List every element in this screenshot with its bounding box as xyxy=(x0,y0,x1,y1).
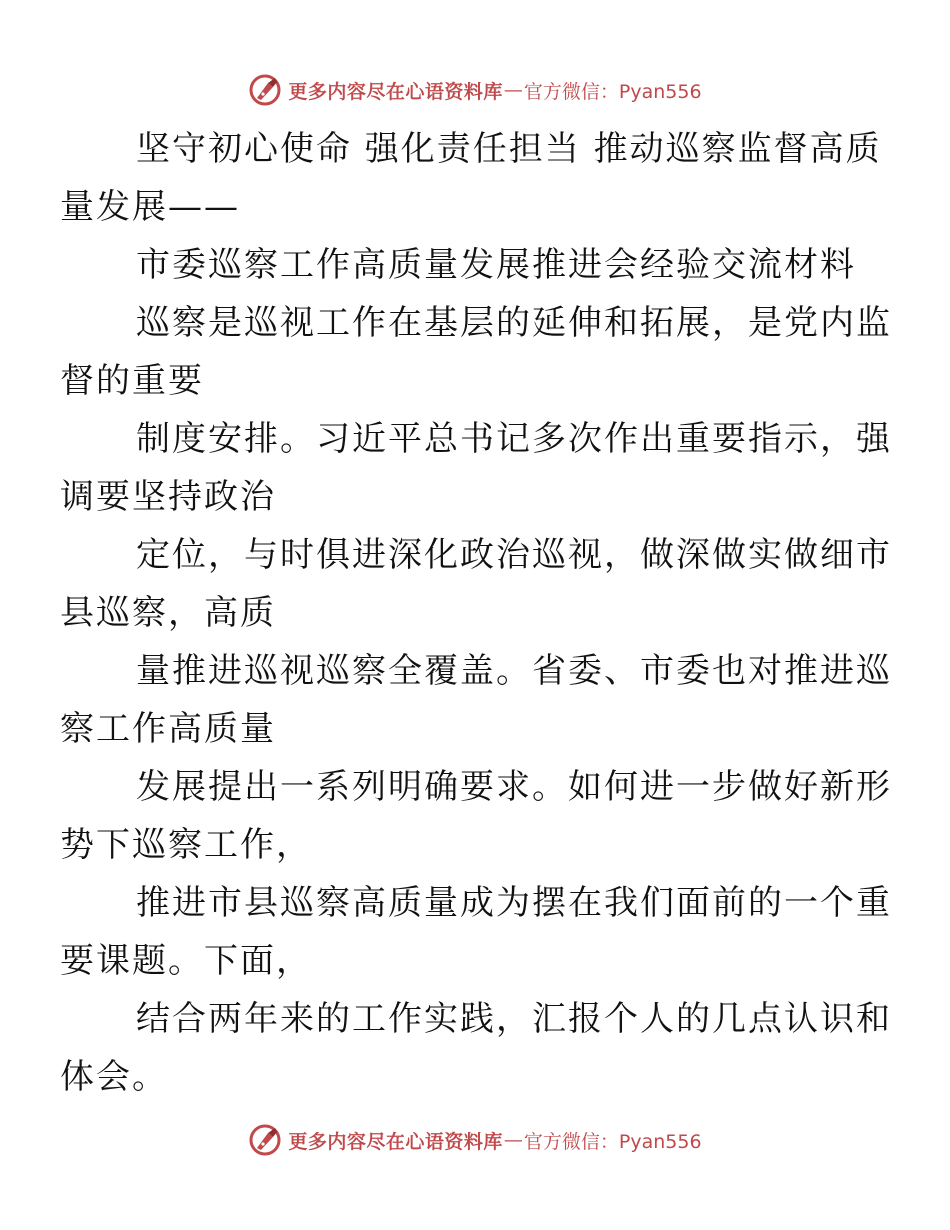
paragraph-line: 制度安排。习近平总书记多次作出重要指示，强 xyxy=(136,419,892,459)
paragraph-line: 量推进巡视巡察全覆盖。省委、市委也对推进巡 xyxy=(136,651,892,691)
body-paragraph xyxy=(60,410,892,526)
title-line-2: 量发展—— xyxy=(60,187,240,227)
body-paragraph xyxy=(60,758,892,874)
banner-wechat-text: 官方微信：Pyan556 xyxy=(523,1130,702,1153)
banner-wechat-text: 官方微信：Pyan556 xyxy=(523,80,702,103)
paragraph-line: 定位，与时俱进深化政治巡视，做深做实做细市 xyxy=(136,535,892,575)
paragraph-line: 发展提出一系列明确要求。如何进一步做好新形 xyxy=(136,767,892,807)
paragraph-line-wrap: 势下巡察工作， xyxy=(60,825,312,865)
body-paragraph xyxy=(60,874,892,990)
paragraph-line-wrap: 察工作高质量 xyxy=(60,709,276,749)
body-paragraph xyxy=(60,642,892,758)
body-paragraph xyxy=(60,526,892,642)
header-banner xyxy=(0,70,950,110)
paragraph-line: 推进市县巡察高质量成为摆在我们面前的一个重 xyxy=(136,883,892,923)
paragraph-line-wrap: 督的重要 xyxy=(60,361,204,401)
title-line-1: 坚守初心使命 强化责任担当 推动巡察监督高质 xyxy=(136,129,882,169)
body-paragraph xyxy=(60,990,892,1106)
banner-separator: — xyxy=(503,1129,523,1151)
subtitle-line: 市委巡察工作高质量发展推进会经验交流材料 xyxy=(136,245,856,285)
document-subtitle xyxy=(98,236,858,294)
document-title xyxy=(60,120,882,236)
paragraph-line-wrap: 县巡察，高质 xyxy=(60,593,276,633)
banner-brand-text: 更多内容尽在心语资料库 xyxy=(288,80,503,103)
banner-separator: — xyxy=(503,79,523,101)
document-body xyxy=(60,120,892,1106)
body-paragraph xyxy=(60,294,892,410)
pen-nib-logo-icon xyxy=(248,1123,282,1157)
paragraph-line-wrap: 要课题。下面， xyxy=(60,941,312,981)
footer-banner xyxy=(0,1120,950,1160)
paragraph-line-wrap: 调要坚持政治 xyxy=(60,477,276,517)
paragraph-line-wrap: 体会。 xyxy=(60,1057,168,1097)
pen-nib-logo-icon xyxy=(248,73,282,107)
banner-brand-text: 更多内容尽在心语资料库 xyxy=(288,1130,503,1153)
paragraph-line: 巡察是巡视工作在基层的延伸和拓展，是党内监 xyxy=(136,303,892,343)
paragraph-line: 结合两年来的工作实践，汇报个人的几点认识和 xyxy=(136,999,892,1039)
